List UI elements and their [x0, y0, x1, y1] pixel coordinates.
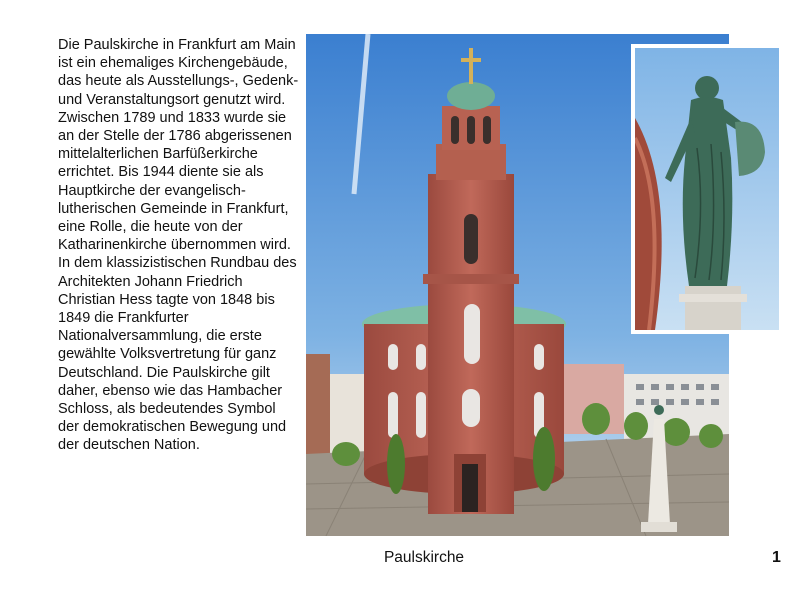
photo-caption: Paulskirche — [383, 549, 465, 566]
article-text: Die Paulskirche in Frankfurt am Main ist ein ehemaliges Kirchengebäude, das heute als Ausstellungs-, Gedenk- und Veranstaltungsort genutzt wird. Zwischen 1789 und 1833 wurde sie an der Stelle der 1786 abgerissenen mittelalterlichen Barfüßerkirche errichtet. Bis 1944 diente sie als Hauptkirche der evangelisch-lutherischen Gemeinde in Frankfurt, eine Rolle, die heute von der Katharinenkirche übernommen wird. In dem klassizistischen Rundbau des Architekten Johann Friedrich Christian Hess tagte von 1848 bis 1849 die Frankfurter Nationalversammlung, die erste gewählte Volksvertretung für ganz Deutschland. Die Paulskirche gilt daher, ebenso wie das Hambacher Schloss, als bedeutendes Symbol der demokratischen Bewegung und der deutschen Nation. — [58, 37, 299, 454]
statue-photo — [631, 44, 783, 334]
page-number: 1 — [772, 549, 781, 566]
